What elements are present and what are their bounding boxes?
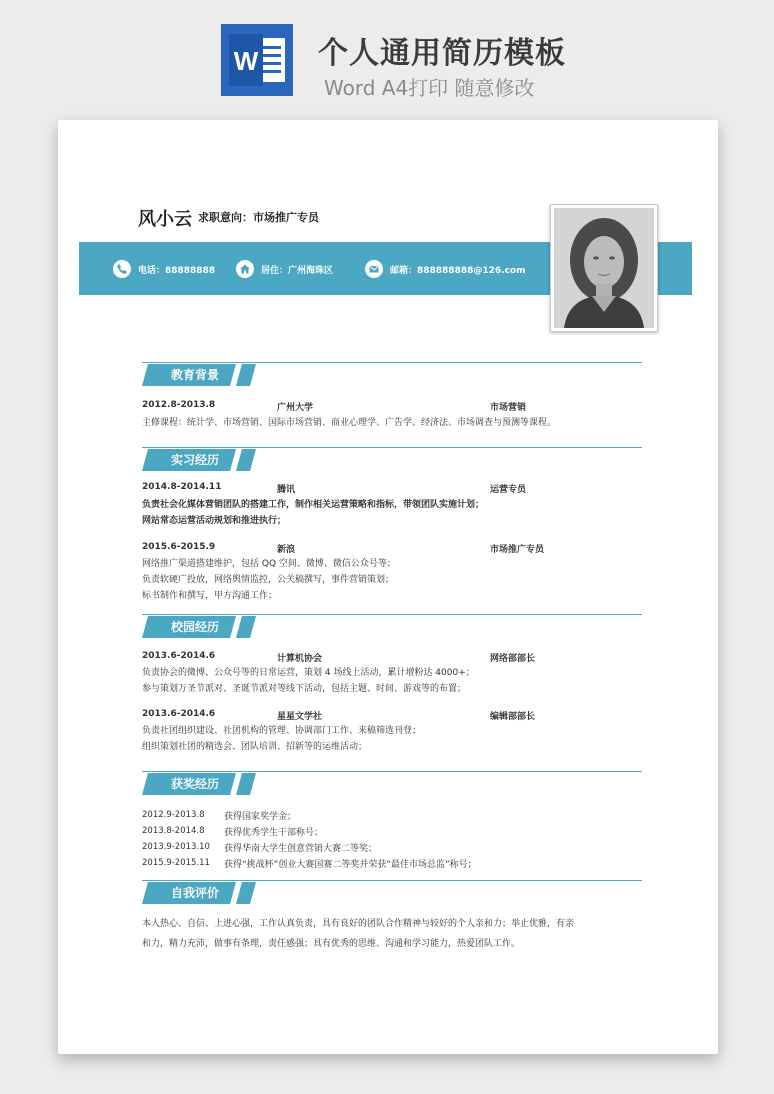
address-text: 居住：广州海珠区 <box>261 265 334 276</box>
campus-1-role: 网络部部长 <box>490 654 536 664</box>
self-eval-line-1: 本人热心、自信、上进心强，工作认真负责，具有良好的团队合作精神与较好的个人亲和力；举止优雅，有亲 <box>142 919 575 929</box>
resume-page <box>58 120 718 1054</box>
section-title: 实习经历 <box>170 453 219 467</box>
section-title: 自我评价 <box>170 886 219 900</box>
campus-1-line-2: 参与策划万圣节派对、圣诞节派对等线下活动，包括主题、时间、游戏等的布置； <box>142 684 467 694</box>
campus-2-line-2: 组织策划社团的精选会、团队培训、招新等的运维活动； <box>142 742 368 752</box>
campus-2-date: 2013.6-2014.6 <box>142 709 216 719</box>
section-title: 校园经历 <box>170 620 219 634</box>
campus-2-org: 星星文学社 <box>277 712 323 722</box>
contact-email <box>365 259 525 279</box>
email-text: 邮箱：888888888@126.com <box>390 265 526 276</box>
edu-major: 市场营销 <box>490 403 527 413</box>
contact-phone <box>113 259 215 279</box>
phone-text: 电话：88888888 <box>138 265 216 276</box>
section-campus-header <box>142 614 642 638</box>
award-4-text: 获得“挑战杯”创业大赛国赛二等奖并荣获“最佳市场总监”称号； <box>224 860 477 870</box>
campus-1-line-1: 负责协会的微博、公众号等的日常运营，策划 4 场线上活动，累计增粉达 4000+； <box>142 668 475 678</box>
edu-courses: 主修课程：统计学、市场营销、国际市场营销、商业心理学、广告学、经济法、市场调查与预测等课程。 <box>142 418 557 428</box>
intern-2-role: 市场推广专员 <box>490 545 545 555</box>
award-2-date: 2013.8-2014.8 <box>142 826 205 836</box>
self-eval-line-2: 和力，精力充沛，做事有条理，责任感强；具有优秀的思维、沟通和学习能力，热爱团队工作。 <box>142 939 521 949</box>
section-internship-header <box>142 447 642 471</box>
intern-2-line-3: 标书制作和撰写，甲方沟通工作； <box>142 591 278 601</box>
section-self-eval-header <box>142 880 642 904</box>
candidate-name: 风小云 <box>138 209 192 230</box>
award-1-date: 2012.9-2013.8 <box>142 810 205 820</box>
home-icon <box>236 260 254 278</box>
campus-2-role: 编辑部部长 <box>490 712 536 722</box>
section-awards-header <box>142 771 642 795</box>
section-title: 教育背景 <box>170 368 219 382</box>
award-3-text: 获得华南大学生创意营销大赛二等奖； <box>224 844 378 854</box>
award-3-date: 2013.9-2013.10 <box>142 842 210 852</box>
campus-1-date: 2013.6-2014.6 <box>142 651 216 661</box>
intern-2-line-2: 负责软硬广投放，网络舆情监控，公关稿撰写，事件营销策划； <box>142 575 395 585</box>
intern-1-line-2: 网站常态运营活动规划和推进执行； <box>142 516 287 526</box>
section-education-header <box>142 362 642 386</box>
campus-2-line-1: 负责社团组织建设、社团机构的管理、协调部门工作、来稿筛选刊登； <box>142 726 422 736</box>
intern-2-date: 2015.6-2015.9 <box>142 542 216 552</box>
job-intent: 求职意向：市场推广专员 <box>198 211 319 224</box>
edu-school: 广州大学 <box>277 403 314 413</box>
phone-icon <box>113 260 131 278</box>
award-1-text: 获得国家奖学金； <box>224 812 297 822</box>
award-4-date: 2015.9-2015.11 <box>142 858 210 868</box>
campus-1-org: 计算机协会 <box>277 654 323 664</box>
template-title: 个人通用简历模板 <box>318 36 566 71</box>
intern-1-date: 2014.8-2014.11 <box>142 482 222 492</box>
mail-icon <box>365 260 383 278</box>
intern-2-org: 新浪 <box>277 545 296 555</box>
word-icon <box>221 24 293 96</box>
edu-date: 2012.8-2013.8 <box>142 400 216 410</box>
profile-photo <box>550 204 658 332</box>
section-title: 获奖经历 <box>170 777 219 791</box>
award-2-text: 获得优秀学生干部称号； <box>224 828 324 838</box>
word-logo-letter: W <box>233 46 259 76</box>
contact-address <box>236 259 333 279</box>
intern-1-org: 腾讯 <box>277 485 296 495</box>
template-banner <box>0 0 774 118</box>
template-subtitle: Word A4打印 随意修改 <box>324 76 535 100</box>
intern-1-role: 运营专员 <box>490 485 527 495</box>
intern-2-line-1: 网络推广渠道搭建维护，包括 QQ 空间、微博、微信公众号等； <box>142 559 396 569</box>
intern-1-line-1: 负责社会化媒体营销团队的搭建工作，制作相关运营策略和指标，带领团队实施计划； <box>142 500 485 510</box>
